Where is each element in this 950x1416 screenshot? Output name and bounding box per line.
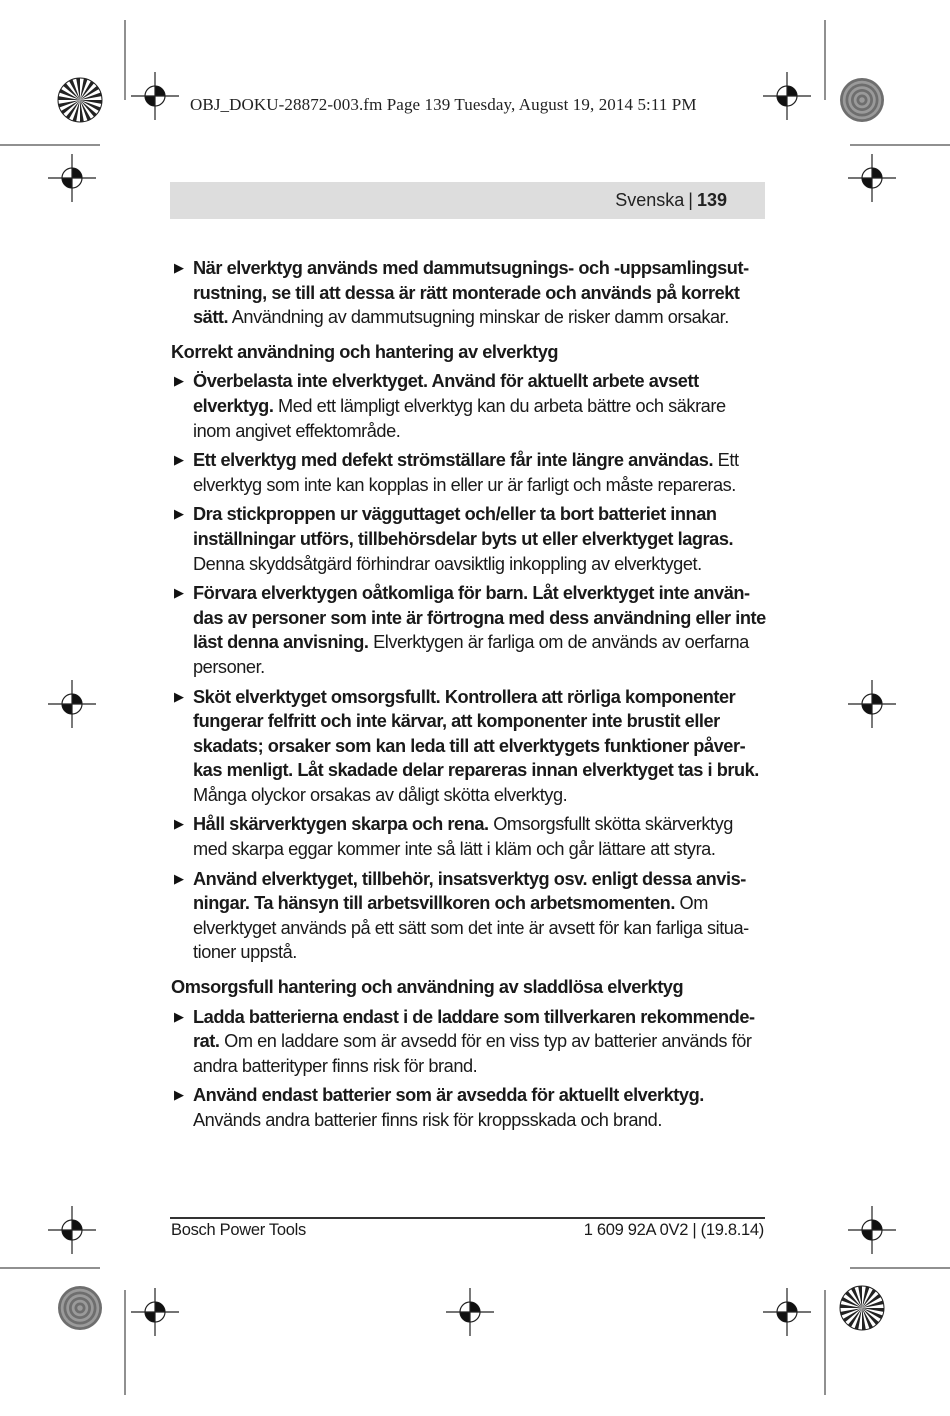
header-page-number: 139 [696,190,727,210]
instruction-text: Omsorgsfullt skötta skärverktyg med skarpa eggar kommer inte så lätt i kläm och går lättare att styra. [193,814,733,860]
list-item [171,256,766,330]
instruction-bold: När elverktyg används med dammutsugnings- och -uppsamlingsutrustning, se till att dessa är rätt monterade och används på korrekt sätt. [193,258,750,328]
section-heading: Omsorgsfull hantering och användning av sladdlösa elverktyg [171,977,684,998]
crosshair-target-icon [763,1288,811,1336]
list-item [171,502,766,576]
list-item [171,1083,766,1132]
page-header-bar [170,182,765,219]
crosshair-target-icon [848,680,896,728]
bullet-arrow-icon: ▶ [174,870,184,886]
crosshair-target-icon [48,680,96,728]
instruction-text: Ett elverktyg som inte kan kopplas in eller ur är farligt och måste repareras. [193,450,739,495]
crosshair-target-icon [848,1206,896,1254]
gray-target-icon [58,1286,102,1330]
bullet-arrow-icon: ▶ [174,1087,184,1103]
list-item [171,867,766,965]
instruction-text: Användning av dammutsugning minskar de risker damm orsakar. [228,307,729,328]
bullet-arrow-icon: ▶ [174,506,184,522]
bullet-arrow-icon: ▶ [174,688,184,704]
crosshair-target-icon [48,1206,96,1254]
footer-brand: Bosch Power Tools [171,1221,306,1239]
crosshair-target-icon [763,72,811,120]
footer-doc-number: 1 609 92A 0V2 | (19.8.14) [583,1221,764,1239]
sunburst-target-icon [58,78,102,122]
instruction-text: Används andra batterier finns risk för kroppsskada och brand. [193,1110,662,1130]
instruction-text: Många olyckor orsakas av dåligt skötta elverktyg. [193,784,568,805]
crosshair-target-icon [446,1288,494,1336]
instruction-text: Om elverktyget används på ett sätt som det inte är avsett för kan farliga situationer uppstå. [193,893,750,963]
sunburst-target-icon [840,1286,884,1330]
instruction-bold: Använd endast batterier som är avsedda för aktuellt elverktyg. [193,1085,704,1106]
instruction-bold: Ett elverktyg med defekt strömställare får inte längre användas. [193,450,714,471]
instruction-bold: Håll skärverktygen skarpa och rena. [193,814,489,835]
instruction-text: Elverktygen är farliga om de används av oerfarna personer. [193,632,749,677]
bullet-arrow-icon: ▶ [174,260,184,275]
instruction-bold: Använd elverktyget, tillbehör, insatsverktyg osv. enligt dessa anvisningar. Ta hänsyn till arbetsvillkoren och arbetsmomenten. [193,868,747,914]
list-item [171,581,766,679]
page-content [171,256,766,1138]
bullet-arrow-icon: ▶ [174,816,184,832]
section-heading: Korrekt användning och hantering av elverktyg [171,341,559,362]
instruction-bold: Sköt elverktyget omsorgsfullt. Kontrollera att rörliga komponenter fungerar felfritt och inte kärvar, att komponenter inte brustit eller skadats; orsaker som kan leda till att elverktygets funktioner påverkas menligt. Låt skadade delar repareras innan elverktyget tas i bruk. [193,686,759,781]
instruction-text: Med ett lämpligt elverktyg kan du arbeta bättre och säkrare inom angivet effektområde. [193,395,726,441]
print-slug-line: OBJ_DOKU-28872-003.fm Page 139 Tuesday, August 19, 2014 5:11 PM [190,95,697,114]
header-separator: | [688,190,693,210]
instruction-bold: Överbelasta inte elverktyget. Använd för aktuellt arbete avsett elverktyg. [193,371,699,416]
list-item [171,812,766,861]
crosshair-target-icon [131,72,179,120]
list-item [171,448,766,497]
bullet-arrow-icon: ▶ [174,373,184,389]
instruction-bold: Dra stickproppen ur vägguttaget och/eller ta bort batteriet innan inställningar utförs, tillbehörsdelar byts ut eller elverktyget lagras. [193,504,734,549]
list-item [171,369,766,443]
instruction-text: Om en laddare som är avsedd för en viss typ av batterier används för andra batterityper finns risk för brand. [193,1031,752,1076]
instruction-text: Denna skyddsåtgärd förhindrar oavsiktlig inkoppling av elverktyget. [193,553,702,574]
bullet-arrow-icon: ▶ [174,1008,184,1024]
bullet-arrow-icon: ▶ [174,452,184,468]
crosshair-target-icon [48,154,96,202]
crosshair-target-icon [131,1288,179,1336]
instruction-bold: Ladda batterierna endast i de laddare som tillverkaren rekommenderat. [193,1006,756,1052]
list-item [171,685,766,808]
crosshair-target-icon [848,154,896,202]
list-item [171,1005,766,1079]
page-header [615,190,727,211]
footer-rule [170,1217,765,1219]
bullet-arrow-icon: ▶ [174,585,184,601]
gray-target-icon [840,78,884,122]
instruction-bold: Förvara elverktygen oåtkomliga för barn. Låt elverktyget inte användas av personer som inte är förtrogna med dess användning eller inte läst denna anvisning. [193,583,766,653]
header-language: Svenska [615,190,685,210]
